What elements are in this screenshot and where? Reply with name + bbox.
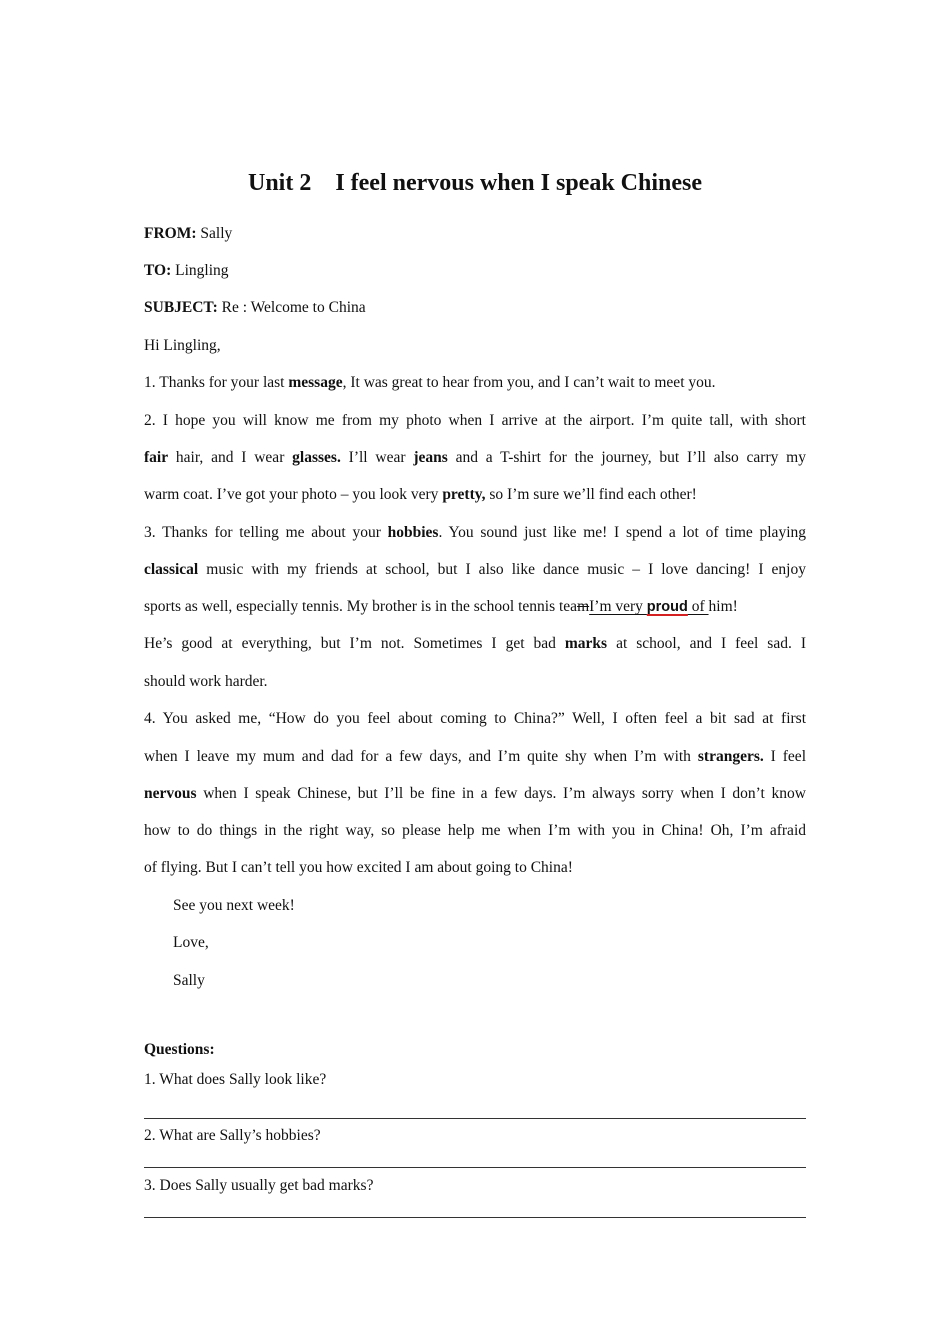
p2-text-e: so I’m sure we’ll find each other!: [485, 486, 697, 503]
page-title: Unit 2 I feel nervous when I speak Chinese: [247, 170, 703, 196]
paragraph-3-line-3: [144, 596, 806, 618]
paragraph-4-line-3: [144, 783, 806, 805]
vocab-nervous: nervous: [144, 785, 197, 802]
from-value: Sally: [196, 225, 233, 242]
vocab-strangers: strangers.: [697, 748, 764, 765]
paragraph-3-line-2: [144, 559, 806, 581]
p3-text-f: I’m very: [589, 598, 647, 615]
questions-heading-text: Questions:: [144, 1041, 215, 1058]
p2-text-d: warm coat. I’ve got your photo – you look very: [144, 486, 443, 503]
p2-text-b: I’ll wear: [340, 449, 414, 466]
question-2: 2. What are Sally’s hobbies?: [144, 1127, 321, 1144]
p1-text-a: 1. Thanks for your last: [144, 374, 289, 391]
answer-line-2[interactable]: [144, 1167, 806, 1168]
from-line: [144, 223, 806, 245]
vocab-hobbies: hobbies: [387, 524, 439, 541]
from-label: FROM:: [144, 225, 197, 242]
paragraph-1: [144, 372, 806, 394]
questions-heading: [144, 1039, 806, 1061]
answer-line-1[interactable]: [144, 1118, 806, 1119]
p3-text-h: him!: [708, 598, 738, 615]
p3-text-d: sports as well, especially tennis. My brother is in the school tennis tea: [144, 598, 578, 615]
p3-inserted-phrase: [589, 598, 708, 615]
vocab-fair: fair: [144, 449, 169, 466]
vocab-marks: marks: [564, 635, 608, 652]
paragraph-2-line-3: [144, 484, 806, 506]
p4-text-b: I feel: [763, 748, 806, 765]
subject-line: [144, 297, 806, 319]
paragraph-4-line-4: how to do things in the right way, so please help me when I’m with you in China! Oh, I’m afraid: [144, 822, 806, 839]
greeting: Hi Lingling,: [144, 337, 221, 354]
vocab-proud: proud: [646, 599, 688, 615]
vocab-glasses: glasses.: [292, 449, 341, 466]
to-label: TO:: [144, 262, 172, 279]
p1-text-b: , It was great to hear from you, and I can’t wait to meet you.: [342, 374, 716, 391]
p3-text-c: music with my friends at school, but I also like dance music – I love dancing! I enjoy: [198, 561, 806, 578]
p4-text-a: when I leave my mum and dad for a few days, and I’m quite shy when I’m with: [144, 748, 698, 765]
vocab-jeans: jeans: [413, 449, 448, 466]
paragraph-4-line-5: of flying. But I can’t tell you how excited I am about going to China!: [144, 859, 573, 876]
p3-text-i: He’s good at everything, but I’m not. Sometimes I get bad: [144, 635, 565, 652]
answer-line-3[interactable]: [144, 1217, 806, 1218]
to-value: Lingling: [171, 262, 229, 279]
paragraph-2-line-2: [144, 447, 806, 469]
to-line: [144, 260, 806, 282]
vocab-pretty: pretty,: [442, 486, 486, 503]
p2-text-c: and a T-shirt for the journey, but I’ll also carry my: [447, 449, 806, 466]
paragraph-3-line-5: should work harder.: [144, 673, 268, 690]
subject-label: SUBJECT:: [144, 299, 218, 316]
paragraph-4-line-1: 4. You asked me, “How do you feel about coming to China?” Well, I often feel a bit sad at first: [144, 710, 806, 727]
p3-text-g: of: [687, 598, 709, 615]
p3-text-j: at school, and I feel sad. I: [607, 635, 806, 652]
p3-text-a: 3. Thanks for telling me about your: [144, 524, 388, 541]
paragraph-4-line-2: [144, 746, 806, 768]
closing-line-2: Love,: [173, 934, 209, 951]
paragraph-2-line-1: 2. I hope you will know me from my photo when I arrive at the airport. I’m quite tall, with short: [144, 412, 806, 429]
vocab-classical: classical: [144, 561, 199, 578]
question-3: 3. Does Sally usually get bad marks?: [144, 1177, 374, 1194]
p3-text-b: . You sound just like me! I spend a lot of time playing: [438, 524, 806, 541]
p4-text-c: when I speak Chinese, but I’ll be fine in a few days. I’m always sorry when I don’t know: [196, 785, 806, 802]
signature: Sally: [173, 972, 205, 989]
question-1: 1. What does Sally look like?: [144, 1071, 327, 1088]
p3-struck-letter: m: [577, 598, 590, 615]
p2-text-a: hair, and I wear: [168, 449, 293, 466]
vocab-message: message: [288, 374, 343, 391]
closing-line-1: See you next week!: [173, 897, 295, 914]
paragraph-3-line-1: [144, 522, 806, 544]
paragraph-3-line-4: [144, 633, 806, 655]
subject-value: Re : Welcome to China: [217, 299, 366, 316]
